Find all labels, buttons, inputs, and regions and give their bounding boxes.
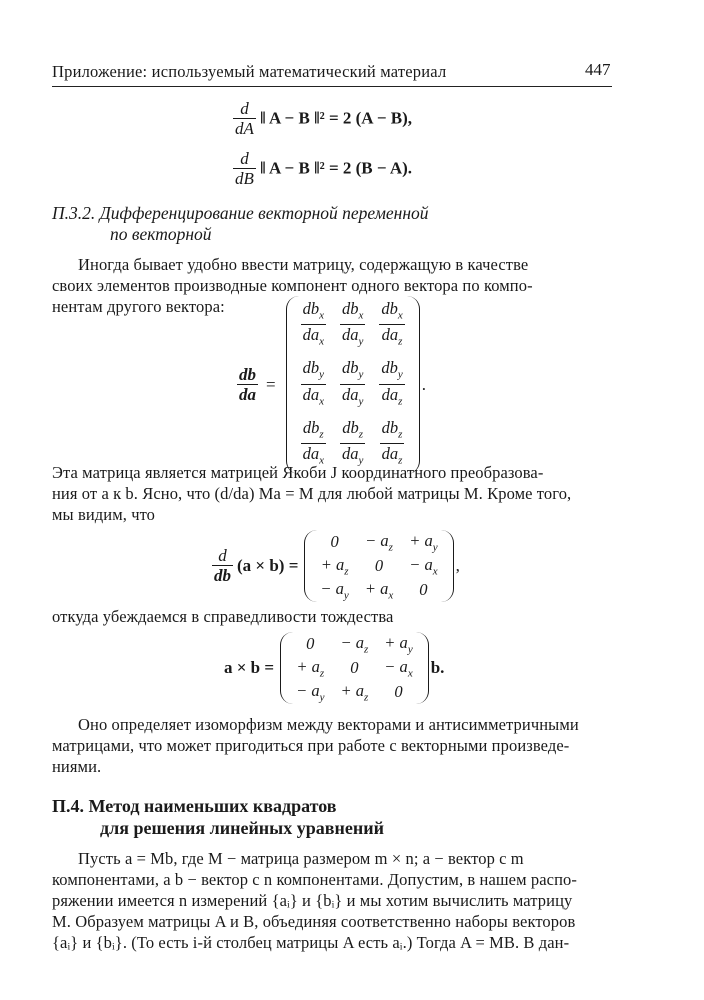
matrix-cell: 0 bbox=[350, 657, 359, 677]
matrix-row bbox=[288, 656, 421, 680]
matrix-cell: − $a_z$ bbox=[340, 632, 369, 655]
paragraph-isomorphism: Оно определяет изоморфизм между векторами и антисимметричными матрицами, что может пригодиться при работе с векторными произведе- ниями. bbox=[52, 715, 579, 776]
matrix-cell: $\frac{db_y}{da_x}$ bbox=[302, 358, 324, 407]
matrix-cell: − $a_z$ bbox=[365, 530, 393, 553]
matrix-cell: $\frac{db_x}{da_y}$ bbox=[341, 298, 364, 348]
jacobian-equation: $\frac{db}{da}$ = $\frac{db_x}{da_x}$ $\frac{db_x}{da_y}$ $\frac{db_x}{da_z}$ $\frac{db_y}{da_x}$ $\frac{db_y}{da_y}$ $\frac{db_y}{da_z}$ $\frac{db_z}{da_x}$ $\frac{db_z}{da_y}$ $\frac{db_z}{da_z}$ . bbox=[237, 312, 426, 458]
matrix-cell: + $a_y$ bbox=[409, 530, 438, 553]
paragraph-identity: откуда убеждаемся в справедливости тождества bbox=[52, 607, 394, 626]
paragraph-intro: Иногда бывает удобно ввести матрицу, содержащую в качестве своих элементов производные компонент одного вектора по компо- нентам другого вектора: bbox=[52, 255, 533, 316]
matrix-cell: 0 bbox=[419, 580, 428, 600]
matrix-cell: + $a_z$ bbox=[320, 554, 349, 578]
jacobian-matrix bbox=[294, 296, 412, 475]
equation-rhs: ‖ A − B ‖² = 2 (B − A). bbox=[260, 158, 413, 178]
running-title: Приложение: используемый математический материал bbox=[52, 62, 447, 81]
section-title: П.4. Метод наименьших квадратов для решения линейных уравнений bbox=[52, 796, 384, 838]
matrix-row bbox=[312, 578, 445, 602]
cross-matrix-1 bbox=[312, 530, 445, 603]
page-number: 447 bbox=[585, 60, 611, 79]
matrix-cell: $\frac{db_z}{da_x}$ bbox=[302, 417, 324, 467]
matrix-cell: + $a_x$ bbox=[364, 579, 394, 602]
matrix-cell: + $a_y$ bbox=[384, 632, 413, 655]
matrix-cell: $\frac{db_y}{da_z}$ bbox=[381, 358, 403, 407]
fraction-db-da: $\frac{db}{da}$ bbox=[239, 364, 256, 404]
matrix-cell: $\frac{db_x}{da_x}$ bbox=[302, 298, 324, 348]
equation-dB bbox=[233, 150, 412, 189]
paragraph-jacobi: Эта матрица является матрицей Якоби J координатного преобразова- ния от a к b. Ясно, что (d/da) Ma = M для любой матрицы M. Кроме того, мы видим, что bbox=[52, 463, 572, 524]
header-rule bbox=[52, 86, 612, 87]
matrix-cell: − $a_x$ bbox=[384, 656, 413, 680]
matrix-cell: 0 bbox=[306, 633, 315, 653]
matrix-row bbox=[294, 355, 412, 415]
matrix-row bbox=[288, 632, 421, 656]
matrix-cell: − $a_y$ bbox=[320, 579, 349, 602]
cross-matrix-2 bbox=[288, 632, 421, 705]
equation-dA bbox=[233, 100, 412, 139]
matrix-row bbox=[312, 554, 445, 578]
matrix-cell: − $a_y$ bbox=[296, 681, 325, 704]
subsection-title: П.3.2. Дифференцирование векторной переменной по векторной bbox=[52, 203, 429, 244]
matrix-cell: 0 bbox=[394, 682, 403, 702]
matrix-row bbox=[312, 530, 445, 554]
matrix-row bbox=[294, 296, 412, 356]
matrix-cell: + $a_z$ bbox=[340, 681, 369, 704]
fraction-d-dA: $\frac{d}{dA}$ bbox=[235, 99, 254, 138]
matrix-cell: 0 bbox=[374, 555, 384, 575]
matrix-cell: $\frac{db_x}{da_z}$ bbox=[381, 298, 403, 348]
matrix-cell: $\frac{db_y}{da_y}$ bbox=[341, 358, 364, 407]
matrix-cell: − $a_x$ bbox=[409, 554, 438, 578]
paragraph-least-squares: Пусть a = Mb, где M − матрица размером m × n; a − вектор с m компонентами, а b − вектор с n компонентами. Допустим, в нашем распо- ряжении имеется n измерений {aᵢ} и {bᵢ} и мы хотим вычислить матрицу M. Образуем матрицы A и B, объединяя соответственно наборы векторов {aᵢ} и {bᵢ}. (То есть i-й столбец матрицы A есть aᵢ.) Тогда A = MB. В дан- bbox=[52, 849, 577, 952]
matrix-cell: $\frac{db_z}{da_z}$ bbox=[381, 417, 403, 467]
matrix-cell: $\frac{db_z}{da_y}$ bbox=[341, 417, 364, 467]
equation-rhs: ‖ A − B ‖² = 2 (A − B), bbox=[260, 108, 413, 128]
matrix-cell: 0 bbox=[330, 531, 339, 551]
cross-derivative-equation: $\frac{d}{db}$ (a × b) = 0 − $a_z$ + $a_y$ + $a_z$ 0 − $a_x$ − $a_y$ + $a_x$ 0 , bbox=[214, 530, 460, 602]
cross-identity-equation: a × b = 0 − $a_z$ + $a_y$ + $a_z$ 0 − $a_x$ − $a_y$ + $a_z$ 0 b. bbox=[224, 632, 445, 704]
matrix-row bbox=[288, 680, 421, 704]
matrix-cell: + $a_z$ bbox=[296, 656, 325, 680]
fraction-d-dB: $\frac{d}{dB}$ bbox=[235, 149, 254, 188]
fraction-d-db: $\frac{d}{db}$ bbox=[214, 545, 231, 585]
